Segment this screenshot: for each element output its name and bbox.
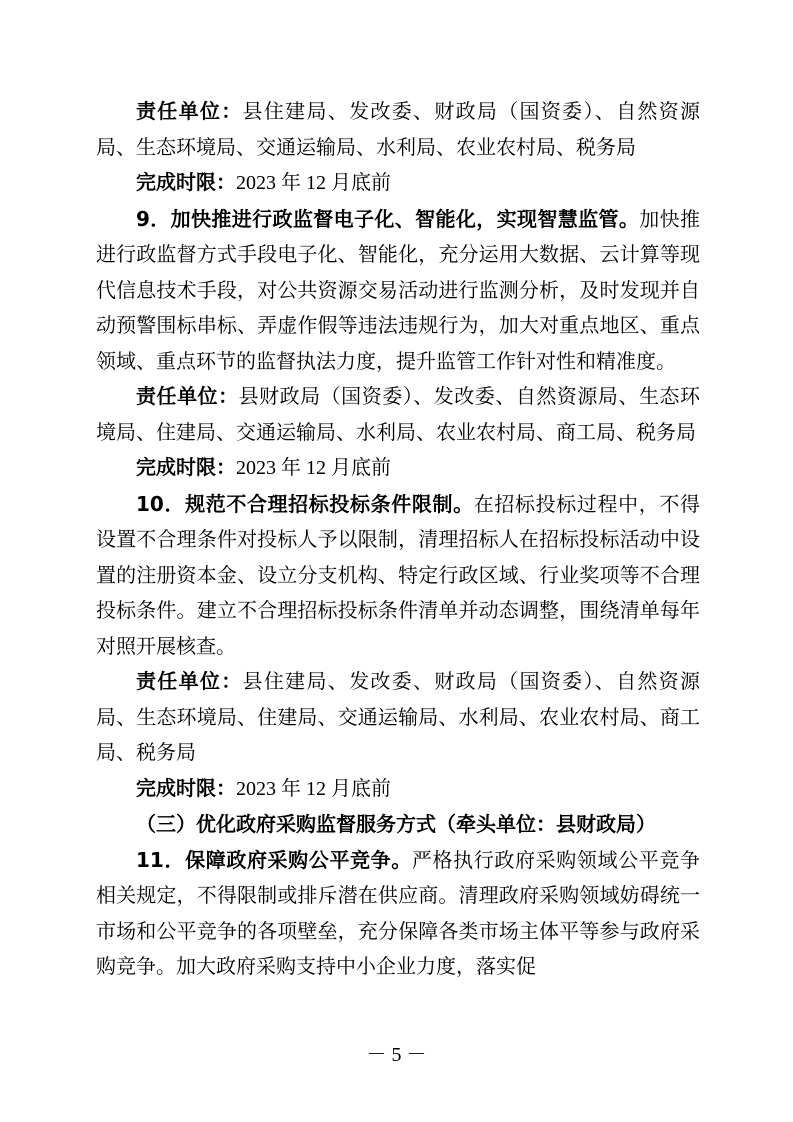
responsible-units-paragraph [96, 379, 700, 450]
item-10-text: 在招标投标过程中，不得设置不合理条件对投标人予以限制，清理招标人在招标投标活动中设置的注册资本金、设立分支机构、特定行政区域、行业奖项等不合理投标条件。建立不合理招标投标条件清单并动态调整，围绕清单每年对照开展核查。 [96, 491, 700, 658]
deadline-text: 2023 年 12 月底前 [236, 172, 391, 194]
label-responsible-units: 责任单位： [136, 669, 243, 693]
responsible-units-paragraph [96, 664, 700, 771]
label-deadline: 完成时限： [136, 775, 236, 800]
label-deadline: 完成时限： [136, 455, 236, 479]
item-11-text: 严格执行政府采购领域公平竞争相关规定，不得限制或排斥潜在供应商。清理政府采购领域妨碍统一市场和公平竞争的各项壁垒，充分保障各类市场主体平等参与政府采购竞争。加大政府采购支持中小企业力度，落实促 [96, 847, 700, 978]
body-text [96, 94, 700, 985]
deadline-paragraph [96, 165, 700, 202]
page-number: － 5 － [366, 1044, 427, 1066]
item-9-text: 加快推进行政监督方式手段电子化、智能化，充分运用大数据、云计算等现代信息技术手段，对公共资源交易活动进行监测分析，及时发现并自动预警围标串标、弄虚作假等违法违规行为，加大对重点地区、重点领域、重点环节的监督执法力度，提升监管工作针对性和精准度。 [96, 206, 700, 373]
item-10-heading: 10．规范不合理招标投标条件限制。 [136, 491, 474, 516]
responsible-units-text: 县财政局（国资委）、发改委、自然资源局、生态环境局、住建局、交通运输局、水利局、农业农村局、商工局、税务局 [96, 384, 701, 444]
item-11-paragraph [96, 843, 700, 985]
deadline-paragraph [96, 771, 700, 808]
responsible-units-paragraph [96, 94, 700, 165]
item-9-paragraph [96, 202, 700, 380]
item-10-paragraph [96, 487, 700, 665]
item-9-heading: 9．加快推进行政监督电子化、智能化，实现智慧监管。 [136, 206, 640, 231]
label-responsible-units: 责任单位： [136, 384, 239, 408]
deadline-paragraph [96, 450, 700, 487]
deadline-text: 2023 年 12 月底前 [236, 457, 391, 479]
item-11-heading: 11．保障政府采购公平竞争。 [136, 847, 412, 872]
section-3-heading [96, 807, 700, 843]
responsible-units-text: 县住建局、发改委、财政局（国资委）、自然资源局、生态环境局、交通运输局、水利局、农业农村局、税务局 [96, 99, 701, 159]
deadline-text: 2023 年 12 月底前 [236, 777, 391, 800]
responsible-units-text: 县住建局、发改委、财政局（国资委）、自然资源局、生态环境局、住建局、交通运输局、水利局、农业农村局、商工局、税务局 [96, 669, 701, 764]
label-responsible-units: 责任单位： [136, 99, 243, 123]
label-deadline: 完成时限： [136, 170, 236, 194]
section-3-title: （三）优化政府采购监督服务方式（牵头单位：县财政局） [136, 812, 656, 836]
